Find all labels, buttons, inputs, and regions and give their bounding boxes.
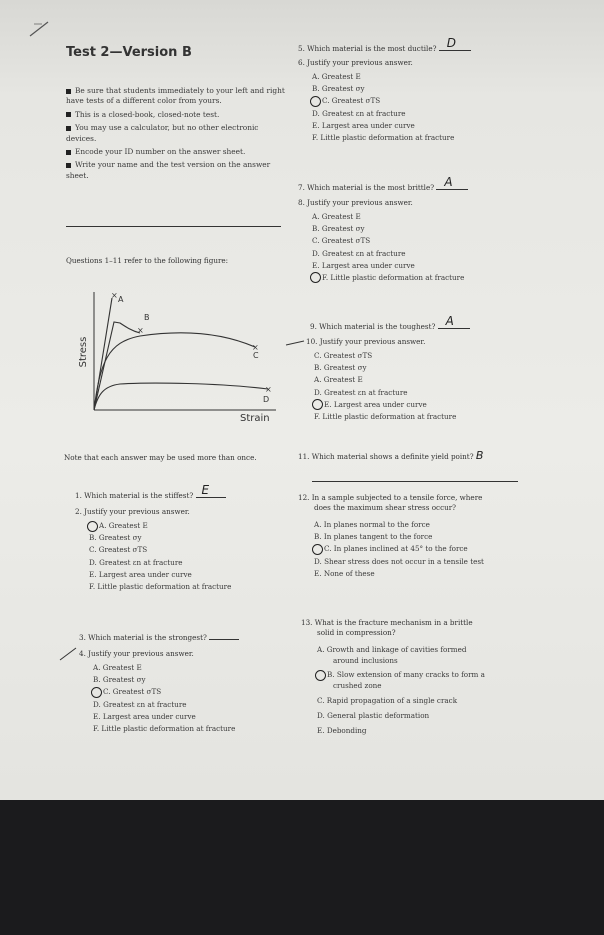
- circled-answer-icon: [312, 544, 323, 555]
- answer-line-9[interactable]: [438, 314, 470, 329]
- option-e[interactable]: E. Largest area under curve: [312, 260, 415, 270]
- note-text: Note that each answer may be used more than once.: [64, 453, 257, 462]
- question-8: 8. Justify your previous answer.: [298, 198, 413, 207]
- end-mark-a: ×: [111, 291, 118, 300]
- option-c[interactable]: C. In planes inclined at 45° to the force: [314, 543, 484, 555]
- label-c: C: [253, 351, 259, 360]
- bullet-icon: [66, 150, 71, 155]
- question-11: 11. Which material shows a definite yield point? B: [298, 449, 484, 462]
- page-title: Test 2—Version B: [66, 45, 192, 60]
- option-d[interactable]: D. Greatest εn at fracture: [89, 557, 183, 567]
- bullet-icon: [66, 112, 71, 117]
- q8-options: [312, 211, 464, 284]
- option-e[interactable]: E. Largest area under curve: [312, 120, 415, 130]
- instruction-item: Encode your ID number on the answer sheet.: [66, 147, 286, 157]
- question-4: 4. Justify your previous answer.: [79, 649, 194, 658]
- option-c[interactable]: C. Greatest σTS: [89, 545, 148, 555]
- option-f[interactable]: F. Little plastic deformation at fracture: [312, 132, 455, 142]
- x-axis-label: Strain: [240, 413, 270, 424]
- option-b[interactable]: B. In planes tangent to the force: [314, 532, 433, 542]
- option-c[interactable]: C. Greatest σTS: [312, 95, 454, 107]
- handwritten-answer-5: D: [446, 36, 456, 50]
- question-3: 3. Which material is the strongest?: [79, 633, 239, 643]
- circled-answer-icon: [312, 399, 323, 410]
- option-e[interactable]: E. Largest area under curve: [93, 711, 196, 721]
- question-9: 9. Which material is the toughest? A: [310, 322, 470, 332]
- question-13: 13. What is the fracture mechanism in a brittle solid in compression?: [301, 618, 473, 637]
- option-d[interactable]: D. Greatest εn at fracture: [93, 699, 187, 709]
- pen-stroke-mark: [28, 20, 50, 38]
- option-b[interactable]: B. Greatest σy: [93, 675, 146, 685]
- option-c[interactable]: C. Greatest σTS: [93, 686, 235, 698]
- answer-line-1[interactable]: [196, 483, 226, 498]
- q2-options: [89, 520, 231, 593]
- option-c[interactable]: C. Rapid propagation of a single crack: [317, 696, 458, 705]
- option-b[interactable]: B. Greatest σy: [89, 533, 142, 543]
- figure-intro: Questions 1–11 refer to the following figure:: [66, 256, 229, 265]
- option-a[interactable]: A. Greatest E: [312, 212, 361, 221]
- q6-options: [312, 71, 454, 144]
- bullet-icon: [66, 126, 71, 131]
- option-e[interactable]: E. None of these: [314, 568, 375, 578]
- option-e[interactable]: E. Largest area under curve: [314, 399, 456, 411]
- stress-strain-figure: [70, 282, 290, 427]
- circled-answer-icon: [315, 670, 326, 681]
- label-a: A: [118, 295, 124, 304]
- q13-options: A. Growth and linkage of cavities formed around inclusions B. Slow extension of many cracks to form a crushed zone C. Rapid propagation of a single crack D. General plastic deformation E. Debonding: [317, 644, 485, 740]
- question-10: 10. Justify your previous answer.: [306, 337, 426, 346]
- answer-line-3[interactable]: [209, 639, 239, 640]
- option-e[interactable]: E. Debonding: [317, 726, 367, 735]
- q4-options: [93, 662, 235, 735]
- option-d[interactable]: D. Greatest εn at fracture: [314, 387, 408, 397]
- option-b[interactable]: B. Greatest σy: [314, 363, 367, 373]
- bullet-icon: [66, 89, 71, 94]
- question-5: 5. Which material is the most ductile? D: [298, 44, 471, 54]
- option-c[interactable]: C. Greatest σTS: [312, 236, 371, 246]
- option-a[interactable]: A. Growth and linkage of cavities formed: [317, 645, 467, 654]
- circled-answer-icon: [310, 272, 321, 283]
- option-f[interactable]: F. Little plastic deformation at fracture: [312, 272, 464, 284]
- pen-dash-mark: [284, 337, 308, 347]
- circled-answer-icon: [87, 521, 98, 532]
- option-a[interactable]: C. Greatest σTS: [314, 351, 373, 360]
- instruction-item: You may use a calculator, but no other electronic devices.: [66, 123, 259, 143]
- instruction-list: [66, 86, 286, 181]
- handwritten-answer-7: A: [444, 175, 453, 189]
- question-2: 2. Justify your previous answer.: [75, 507, 190, 516]
- question-1: 1. Which material is the stiffest? E: [75, 491, 226, 501]
- circled-answer-icon: [91, 687, 102, 698]
- option-a[interactable]: A. In planes normal to the force: [314, 520, 430, 529]
- circled-answer-icon: [310, 96, 321, 107]
- option-b[interactable]: B. Greatest σy: [312, 84, 365, 94]
- q10-options: [314, 350, 456, 423]
- end-mark-b: ×: [137, 326, 144, 335]
- option-d[interactable]: D. Greatest εn at fracture: [312, 248, 406, 258]
- question-7: 7. Which material is the most brittle? A: [298, 183, 468, 193]
- answer-line-5[interactable]: [439, 36, 471, 51]
- handwritten-answer-9: A: [445, 314, 454, 328]
- option-c[interactable]: A. Greatest E: [314, 375, 363, 385]
- option-f[interactable]: F. Little plastic deformation at fracture: [93, 723, 236, 733]
- q12-options: [314, 519, 484, 580]
- pen-check-mark: [58, 646, 78, 662]
- instruction-item: Be sure that students immediately to your left and right have tests of a different color from yours.: [66, 86, 285, 106]
- option-a[interactable]: A. Greatest E: [89, 520, 231, 532]
- divider-line: [312, 481, 518, 482]
- question-6: 6. Justify your previous answer.: [298, 58, 413, 67]
- instruction-item: This is a closed-book, closed-note test.: [66, 110, 286, 120]
- option-e[interactable]: E. Largest area under curve: [89, 569, 192, 579]
- handwritten-answer-1: E: [201, 483, 210, 497]
- option-a[interactable]: A. Greatest E: [312, 72, 361, 81]
- end-mark-d: ×: [265, 385, 272, 394]
- instruction-item: Write your name and the test version on the answer sheet.: [66, 160, 271, 180]
- curve-c: [94, 333, 255, 410]
- label-d: D: [263, 395, 270, 404]
- option-f[interactable]: F. Little plastic deformation at fracture: [314, 411, 457, 421]
- question-12: 12. In a sample subjected to a tensile force, where does the maximum shear stress occur?: [298, 493, 483, 512]
- handwritten-answer-11: B: [475, 449, 484, 462]
- option-a[interactable]: A. Greatest E: [93, 663, 142, 672]
- option-d[interactable]: D. Greatest εn at fracture: [312, 108, 406, 118]
- end-mark-c: ×: [252, 343, 259, 352]
- name-line: [66, 226, 281, 227]
- option-b[interactable]: B. Greatest σy: [312, 224, 365, 234]
- option-d[interactable]: D. General plastic deformation: [317, 711, 430, 720]
- bullet-icon: [66, 163, 71, 168]
- option-b[interactable]: B. Slow extension of many cracks to form a: [317, 669, 485, 680]
- option-f[interactable]: F. Little plastic deformation at fracture: [89, 581, 232, 591]
- label-b: B: [144, 313, 150, 322]
- option-d[interactable]: D. Shear stress does not occur in a tensile test: [314, 556, 484, 566]
- y-axis-label: Stress: [78, 336, 89, 368]
- answer-line-7[interactable]: [436, 175, 468, 190]
- curve-d: [94, 383, 268, 410]
